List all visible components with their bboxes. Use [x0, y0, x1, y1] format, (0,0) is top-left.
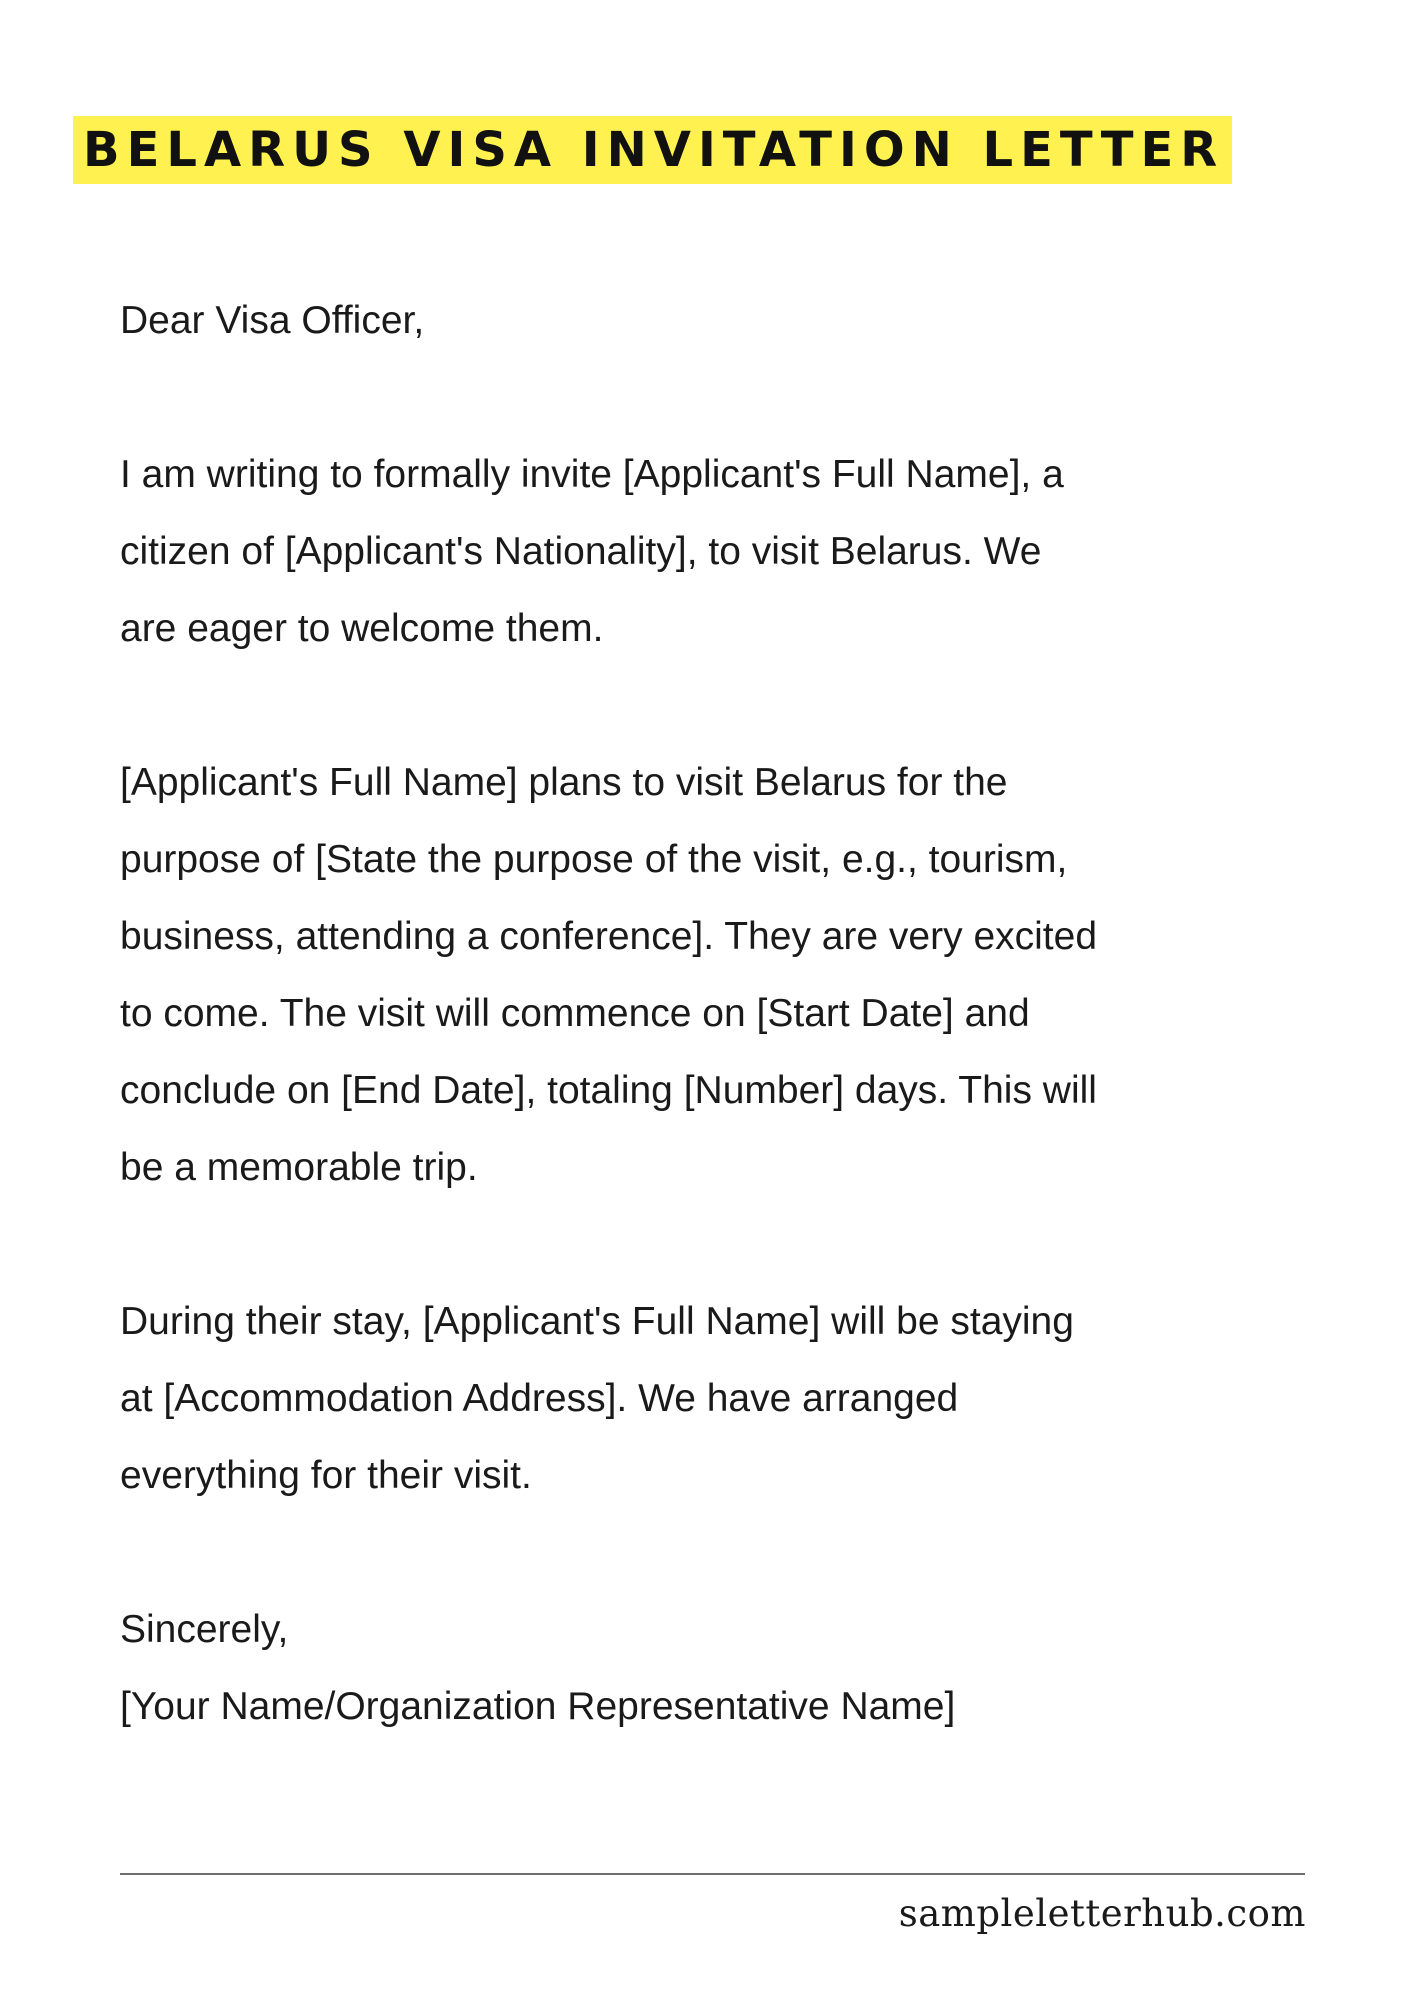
paragraph-2-line-6: be a memorable trip.: [120, 1146, 478, 1189]
paragraph-3-line-2: at [Accommodation Address]. We have arranged: [120, 1377, 959, 1420]
paragraph-1-line-1: I am writing to formally invite [Applicant's Full Name], a: [120, 453, 1064, 496]
salutation: Dear Visa Officer,: [120, 299, 425, 342]
signature: [Your Name/Organization Representative Name]: [120, 1685, 956, 1728]
paragraph-3-line-1: During their stay, [Applicant's Full Name] will be staying: [120, 1300, 1074, 1343]
paragraph-2-line-3: business, attending a conference]. They are very excited: [120, 915, 1098, 958]
page-title: BELARUS VISA INVITATION LETTER: [83, 122, 1225, 178]
paragraph-1-line-3: are eager to welcome them.: [120, 607, 604, 650]
paragraph-2-line-5: conclude on [End Date], totaling [Number] days. This will: [120, 1069, 1097, 1112]
paragraph-1-line-2: citizen of [Applicant's Nationality], to visit Belarus. We: [120, 530, 1042, 573]
paragraph-3-line-3: everything for their visit.: [120, 1454, 532, 1497]
footer-site-name: sampleletterhub.com: [898, 1892, 1306, 1935]
paragraph-gap: [120, 1514, 1370, 1591]
paragraph-gap: [120, 359, 1370, 436]
paragraph-gap: [120, 667, 1370, 744]
paragraph-2-line-1: [Applicant's Full Name] plans to visit Belarus for the: [120, 761, 1008, 804]
title-highlight: [73, 116, 1232, 184]
letter-body: [120, 282, 1370, 1745]
paragraph-gap: [120, 1206, 1370, 1283]
footer-divider: [120, 1873, 1305, 1875]
closing: Sincerely,: [120, 1608, 289, 1651]
paragraph-2-line-2: purpose of [State the purpose of the visit, e.g., tourism,: [120, 838, 1068, 881]
paragraph-2-line-4: to come. The visit will commence on [Start Date] and: [120, 992, 1030, 1035]
